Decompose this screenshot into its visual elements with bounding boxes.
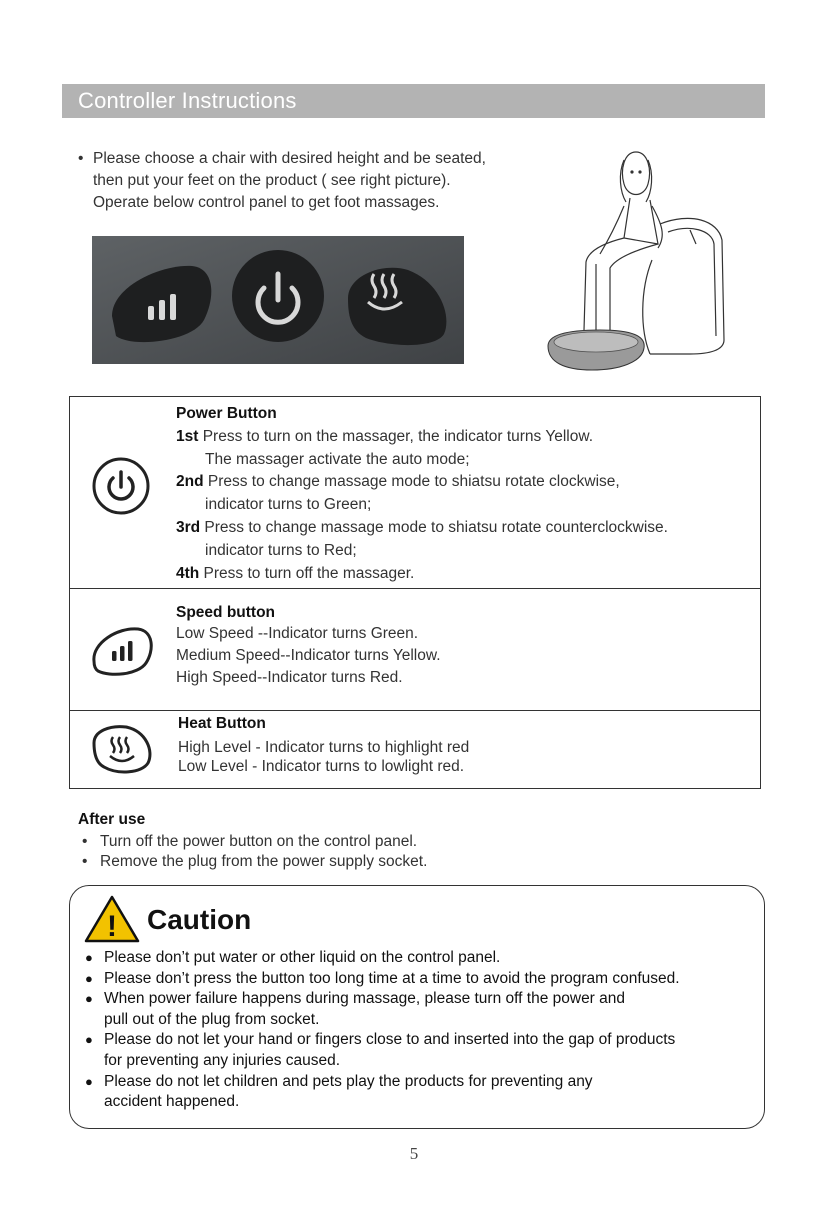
caution-item bbox=[84, 969, 754, 990]
speed-medium: Medium Speed--Indicator turns Yellow. bbox=[176, 647, 441, 664]
caution-text: for preventing any injuries caused. bbox=[104, 1051, 341, 1069]
intro-bullet: • bbox=[78, 150, 84, 167]
step-text: indicator turns to Red; bbox=[205, 541, 357, 559]
speed-button-section bbox=[69, 588, 761, 711]
caution-text: Please don’t press the button too long time at a time to avoid the program confused. bbox=[104, 969, 680, 987]
speed-low: Low Speed --Indicator turns Green. bbox=[176, 625, 419, 642]
heat-button-title: Heat Button bbox=[178, 715, 266, 732]
caution-title: Caution bbox=[147, 904, 252, 935]
step-text: Press to change massage mode to shiatsu rotate counterclockwise. bbox=[200, 518, 668, 536]
power-icon bbox=[91, 456, 151, 516]
power-button-section bbox=[69, 396, 761, 589]
section-header-bar bbox=[62, 84, 765, 118]
speed-button-description bbox=[176, 603, 746, 689]
woman-footmassager-drawing bbox=[540, 140, 740, 380]
heat-button-description bbox=[178, 714, 748, 776]
after-use-section bbox=[78, 810, 678, 872]
after-use-text: Turn off the power button on the control panel. bbox=[100, 833, 418, 850]
step-label: 1st bbox=[176, 427, 199, 445]
intro-line: Please choose a chair with desired height and be seated, bbox=[93, 150, 486, 167]
foot-massager-drawing bbox=[548, 330, 644, 370]
page-title: Controller Instructions bbox=[78, 88, 297, 113]
after-use-text: Remove the plug from the power supply socket. bbox=[100, 853, 428, 870]
intro-paragraph bbox=[78, 148, 538, 214]
step-text: Press to change massage mode to shiatsu rotate clockwise, bbox=[203, 473, 620, 491]
bullet: ● bbox=[85, 970, 93, 986]
step-label: 4th bbox=[176, 564, 200, 582]
heat-low: Low Level - Indicator turns to lowlight red. bbox=[178, 758, 465, 775]
step-text: The massager activate the auto mode; bbox=[205, 450, 470, 468]
panel-power-button bbox=[232, 250, 324, 342]
heat-icon bbox=[88, 721, 156, 777]
bullet: • bbox=[82, 833, 88, 850]
caution-text: accident happened. bbox=[104, 1093, 240, 1111]
bullet: ● bbox=[85, 1073, 93, 1089]
caution-list bbox=[84, 948, 754, 1113]
bullet: ● bbox=[85, 991, 93, 1007]
after-use-item bbox=[78, 832, 678, 852]
control-panel-illustration bbox=[92, 236, 464, 364]
caution-text: pull out of the plug from socket. bbox=[104, 1010, 320, 1028]
seated-woman-illustration bbox=[540, 140, 740, 380]
speed-high: High Speed--Indicator turns Red. bbox=[176, 669, 403, 686]
after-use-item bbox=[78, 852, 678, 872]
power-button-title: Power Button bbox=[176, 405, 277, 422]
step-label: 3rd bbox=[176, 518, 201, 536]
caution-text: Please do not let your hand or fingers close to and inserted into the gap of products bbox=[104, 1031, 676, 1049]
caution-text: When power failure happens during massage, please turn off the power and bbox=[104, 990, 626, 1008]
heat-high: High Level - Indicator turns to highlight red bbox=[178, 739, 470, 756]
warning-mark: ! bbox=[107, 910, 117, 943]
warning-triangle-icon bbox=[84, 895, 140, 943]
caution-item bbox=[84, 989, 754, 1030]
step-text: indicator turns to Green; bbox=[205, 496, 372, 514]
caution-text: Please do not let children and pets play the products for preventing any bbox=[104, 1072, 593, 1090]
heat-button-section bbox=[69, 710, 761, 789]
intro-line: Operate below control panel to get foot massages. bbox=[93, 194, 440, 211]
bullet: ● bbox=[85, 1032, 93, 1048]
bullet: • bbox=[82, 853, 88, 870]
step-text: Press to turn off the massager. bbox=[199, 564, 415, 582]
caution-text: Please don’t put water or other liquid on the control panel. bbox=[104, 949, 501, 966]
speed-button-title: Speed button bbox=[176, 604, 276, 621]
speed-icon bbox=[88, 621, 156, 679]
caution-item bbox=[84, 948, 754, 969]
power-button-description bbox=[176, 403, 746, 585]
intro-line: then put your feet on the product ( see right picture). bbox=[93, 172, 451, 189]
after-use-title: After use bbox=[78, 811, 146, 828]
step-text: Press to turn on the massager, the indicator turns Yellow. bbox=[198, 427, 594, 445]
caution-item bbox=[84, 1072, 754, 1113]
caution-item bbox=[84, 1030, 754, 1071]
page-number: 5 bbox=[409, 1144, 419, 1163]
bullet: ● bbox=[85, 950, 93, 965]
control-panel-photo bbox=[92, 236, 464, 364]
step-label: 2nd bbox=[176, 473, 204, 491]
